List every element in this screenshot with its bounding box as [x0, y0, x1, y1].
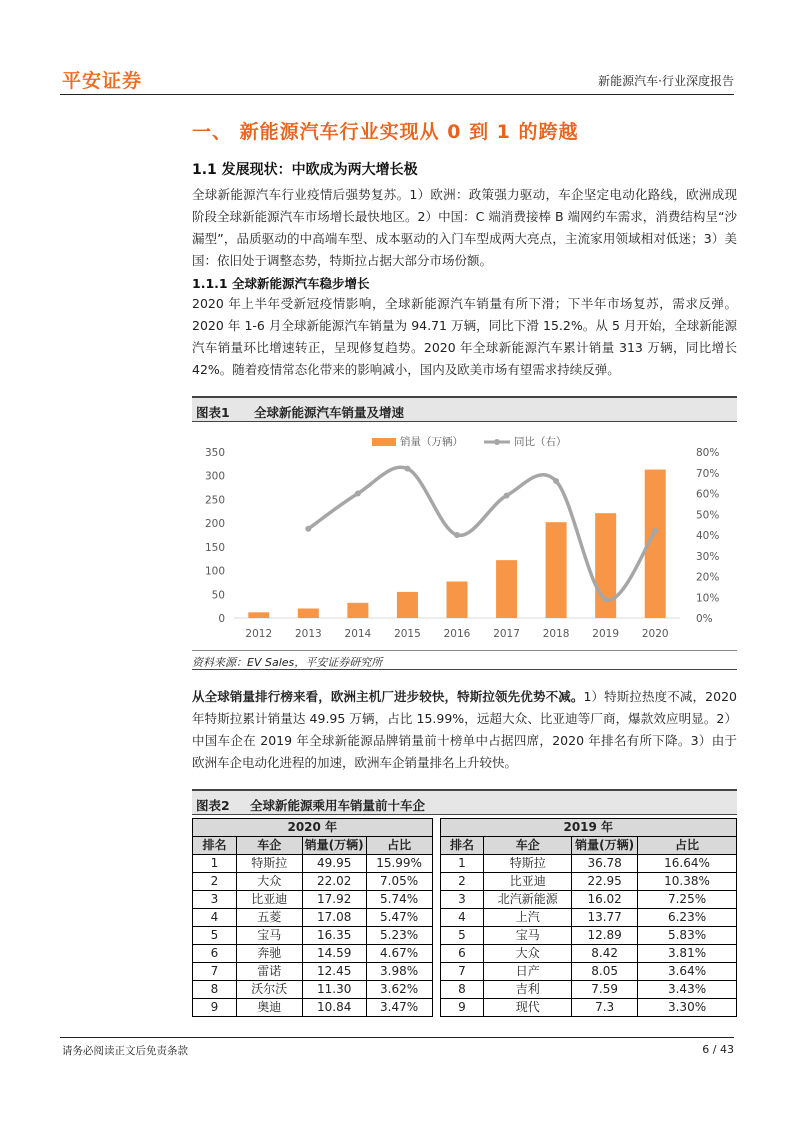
y-right-tick-label: 70% [696, 467, 720, 480]
share-cell: 3.64% [638, 963, 737, 981]
y-right-tick-label: 30% [696, 550, 720, 563]
maker-cell: 特斯拉 [484, 855, 572, 873]
rank-cell: 5 [440, 927, 484, 945]
sales-chart-svg [192, 423, 737, 651]
rank-cell: 1 [440, 855, 484, 873]
paragraph-overview: 全球新能源汽车行业疫情后强势复苏。1）欧洲：政策强力驱动，车企坚定电动化路线，欧洲成现阶段全球新能源汽车市场增长最快地区。2）中国：C 端消费接棒 B 端网约车需求，消费结构呈“沙漏型”，品质驱动的中高端车型、成本驱动的入门车型成两大亮点，主流家用领域相对低迷；3）美国：依旧处于调整态势，特斯拉占据大部分市场份额。 [192, 187, 737, 268]
top10-table [192, 818, 737, 1017]
share-cell: 3.43% [638, 981, 737, 999]
y-left-tick-label: 300 [204, 470, 225, 483]
y-left-tick-label: 150 [204, 541, 225, 554]
figure2-title: 全球新能源乘用车销量前十车企 [250, 798, 426, 813]
sales-cell: 10.84 [302, 999, 366, 1017]
legend-bar-label: 销量（万辆） [400, 436, 463, 448]
maker-cell: 沃尔沃 [236, 981, 302, 999]
section-heading: 一、 新能源汽车行业实现从 0 到 1 的跨越 [192, 121, 579, 143]
col-sales: 销量(万辆) [572, 837, 638, 855]
y-left-tick-label: 200 [204, 518, 225, 531]
y-left-tick-label: 350 [204, 447, 225, 459]
col-maker: 车企 [236, 837, 302, 855]
figure1-title-bar [192, 396, 737, 422]
x-tick-label: 2017 [493, 628, 520, 640]
y-right-tick-label: 20% [696, 571, 720, 584]
rank-cell: 2 [440, 873, 484, 891]
col-sales: 销量(万辆) [302, 837, 366, 855]
maker-cell: 日产 [484, 963, 572, 981]
rank-cell: 7 [440, 963, 484, 981]
y-left-tick-label: 250 [204, 494, 225, 507]
y-right-tick-label: 40% [696, 530, 720, 542]
growth-point [454, 532, 460, 538]
rank-cell: 8 [440, 981, 484, 999]
growth-point [305, 526, 311, 532]
maker-cell: 特斯拉 [236, 855, 302, 873]
growth-point [652, 528, 658, 534]
y-right-tick-label: 60% [696, 488, 720, 501]
x-tick-label: 2012 [245, 628, 273, 640]
x-tick-label: 2014 [344, 628, 372, 640]
table-row [193, 963, 737, 981]
share-cell: 7.25% [638, 891, 737, 909]
col-maker: 车企 [484, 837, 572, 855]
sales-cell: 14.59 [302, 945, 366, 963]
brand-logo-text: 平安证券 [62, 70, 143, 92]
figure1-title: 全球新能源汽车销量及增速 [254, 405, 405, 420]
maker-cell: 雷诺 [236, 963, 302, 981]
x-tick-label: 2020 [641, 628, 669, 640]
y-right-tick-label: 10% [696, 592, 720, 605]
rank-cell: 3 [193, 891, 237, 909]
rank-cell: 9 [193, 999, 237, 1017]
maker-cell: 吉利 [484, 981, 572, 999]
y-left-tick-label: 100 [204, 565, 225, 578]
maker-cell: 大众 [236, 873, 302, 891]
sales-cell: 36.78 [572, 855, 638, 873]
legend-bar-swatch [372, 438, 396, 446]
share-cell: 3.62% [366, 981, 432, 999]
maker-cell: 大众 [484, 945, 572, 963]
subsubsection-heading: 1.1.1 全球新能源汽车稳步增长 [192, 276, 370, 291]
page-number: 6 / 43 [702, 1043, 734, 1056]
rank-cell: 9 [440, 999, 484, 1017]
header-divider [60, 94, 734, 95]
figure2-title-bar [192, 789, 737, 815]
figure1-chart [192, 423, 737, 651]
x-tick-label: 2018 [542, 628, 570, 640]
sales-bar [496, 560, 517, 618]
table-row [193, 891, 737, 909]
share-cell: 3.30% [638, 999, 737, 1017]
figure1-source: 资料来源：EV Sales，平安证券研究所 [192, 650, 737, 670]
figure1-label: 图表1 [196, 405, 230, 420]
share-cell: 3.81% [638, 945, 737, 963]
share-cell: 5.74% [366, 891, 432, 909]
paragraph-ranking-body: 1）特斯拉热度不减，2020 年特斯拉累计销量达 49.95 万辆，占比 15.99%，远超大众、比亚迪等厂商，爆款效应明显。2）中国车企在 2019 年全球新能源品牌销量前十榜单中占据四席，2020 年排名有所下降。3）由于欧洲车企电动化进程的加速，欧洲车企销量排名上升较快。 [192, 689, 737, 770]
maker-cell: 比亚迪 [236, 891, 302, 909]
maker-cell: 宝马 [484, 927, 572, 945]
y-right-tick-label: 80% [696, 447, 720, 459]
y-right-tick-label: 50% [696, 509, 720, 522]
legend-line-label: 同比（右） [514, 436, 567, 448]
sales-cell: 12.45 [302, 963, 366, 981]
paragraph-global-sales: 2020 年上半年受新冠疫情影响，全球新能源汽车销量有所下滑；下半年市场复苏，需求反弹。2020 年 1-6 月全球新能源汽车销量为 94.71 万辆，同比下滑 15.2%。从 5 月开始，全球新能源汽车销量环比增速转正，呈现修复趋势。2020 年全球新能源汽车累计销量 313 万辆，同比增长 42%。随着疫情常态化带来的影响减小，国内及欧美市场有望需求持续反弹。 [192, 296, 737, 377]
table-header-row [193, 837, 737, 855]
table-row [193, 855, 737, 873]
x-tick-label: 2019 [592, 628, 620, 640]
table-row [193, 999, 737, 1017]
y-left-tick-label: 50 [211, 589, 225, 602]
maker-cell: 上汽 [484, 909, 572, 927]
rank-cell: 4 [440, 909, 484, 927]
figure2-label: 图表2 [196, 798, 230, 813]
sales-cell: 8.05 [572, 963, 638, 981]
sales-cell: 12.89 [572, 927, 638, 945]
sales-cell: 17.92 [302, 891, 366, 909]
share-cell: 10.38% [638, 873, 737, 891]
share-cell: 5.23% [366, 927, 432, 945]
sales-cell: 8.42 [572, 945, 638, 963]
sales-bar [298, 609, 319, 618]
paragraph-ranking [192, 686, 737, 774]
share-cell: 5.83% [638, 927, 737, 945]
sales-cell: 17.08 [302, 909, 366, 927]
share-cell: 7.05% [366, 873, 432, 891]
rank-cell: 6 [440, 945, 484, 963]
x-tick-label: 2013 [294, 628, 322, 640]
share-cell: 16.64% [638, 855, 737, 873]
growth-point [603, 596, 609, 602]
rank-cell: 7 [193, 963, 237, 981]
sales-cell: 16.35 [302, 927, 366, 945]
sales-cell: 13.77 [572, 909, 638, 927]
share-cell: 3.47% [366, 999, 432, 1017]
maker-cell: 奥迪 [236, 999, 302, 1017]
col-rank: 排名 [193, 837, 237, 855]
subsection-heading: 1.1 发展现状：中欧成为两大增长极 [192, 162, 418, 178]
sales-cell: 16.02 [572, 891, 638, 909]
share-cell: 5.47% [366, 909, 432, 927]
maker-cell: 比亚迪 [484, 873, 572, 891]
year-2019-header: 2019 年 [440, 819, 736, 837]
rank-cell: 3 [440, 891, 484, 909]
share-cell: 15.99% [366, 855, 432, 873]
sales-cell: 11.30 [302, 981, 366, 999]
y-right-tick-label: 0% [696, 613, 713, 625]
sales-bar [248, 612, 269, 618]
growth-point [355, 491, 361, 497]
rank-cell: 1 [193, 855, 237, 873]
table-row [193, 909, 737, 927]
rank-cell: 4 [193, 909, 237, 927]
footer-divider [60, 1037, 734, 1038]
sales-cell: 49.95 [302, 855, 366, 873]
maker-cell: 奔驰 [236, 945, 302, 963]
maker-cell: 现代 [484, 999, 572, 1017]
x-tick-label: 2016 [443, 628, 471, 640]
table-year-row [193, 819, 737, 837]
sales-cell: 22.02 [302, 873, 366, 891]
share-cell: 4.67% [366, 945, 432, 963]
col-share: 占比 [638, 837, 737, 855]
growth-point [504, 493, 510, 499]
x-tick-label: 2015 [394, 628, 421, 640]
y-left-tick-label: 0 [218, 613, 225, 625]
sales-cell: 22.95 [572, 873, 638, 891]
rank-cell: 5 [193, 927, 237, 945]
rank-cell: 2 [193, 873, 237, 891]
table-row [193, 927, 737, 945]
paragraph-ranking-lead: 从全球销量排行榜来看，欧洲主机厂进步较快，特斯拉领先优势不减。 [192, 689, 584, 704]
sales-cell: 7.59 [572, 981, 638, 999]
col-share: 占比 [366, 837, 432, 855]
share-cell: 3.98% [366, 963, 432, 981]
growth-point [553, 478, 559, 484]
table-row [193, 873, 737, 891]
sales-cell: 7.3 [572, 999, 638, 1017]
rank-cell: 6 [193, 945, 237, 963]
sales-bar [546, 522, 567, 618]
report-title: 新能源汽车·行业深度报告 [598, 74, 734, 88]
maker-cell: 北汽新能源 [484, 891, 572, 909]
table-row [193, 981, 737, 999]
share-cell: 6.23% [638, 909, 737, 927]
maker-cell: 宝马 [236, 927, 302, 945]
sales-bar [397, 592, 418, 618]
table-row [193, 945, 737, 963]
maker-cell: 五菱 [236, 909, 302, 927]
sales-bar [447, 581, 468, 618]
rank-cell: 8 [193, 981, 237, 999]
legend-line-marker [494, 439, 500, 445]
col-rank: 排名 [440, 837, 484, 855]
footer-disclaimer: 请务必阅读正文后免责条款 [62, 1045, 188, 1057]
sales-bar [347, 603, 368, 618]
growth-point [404, 466, 410, 472]
year-2020-header: 2020 年 [193, 819, 433, 837]
